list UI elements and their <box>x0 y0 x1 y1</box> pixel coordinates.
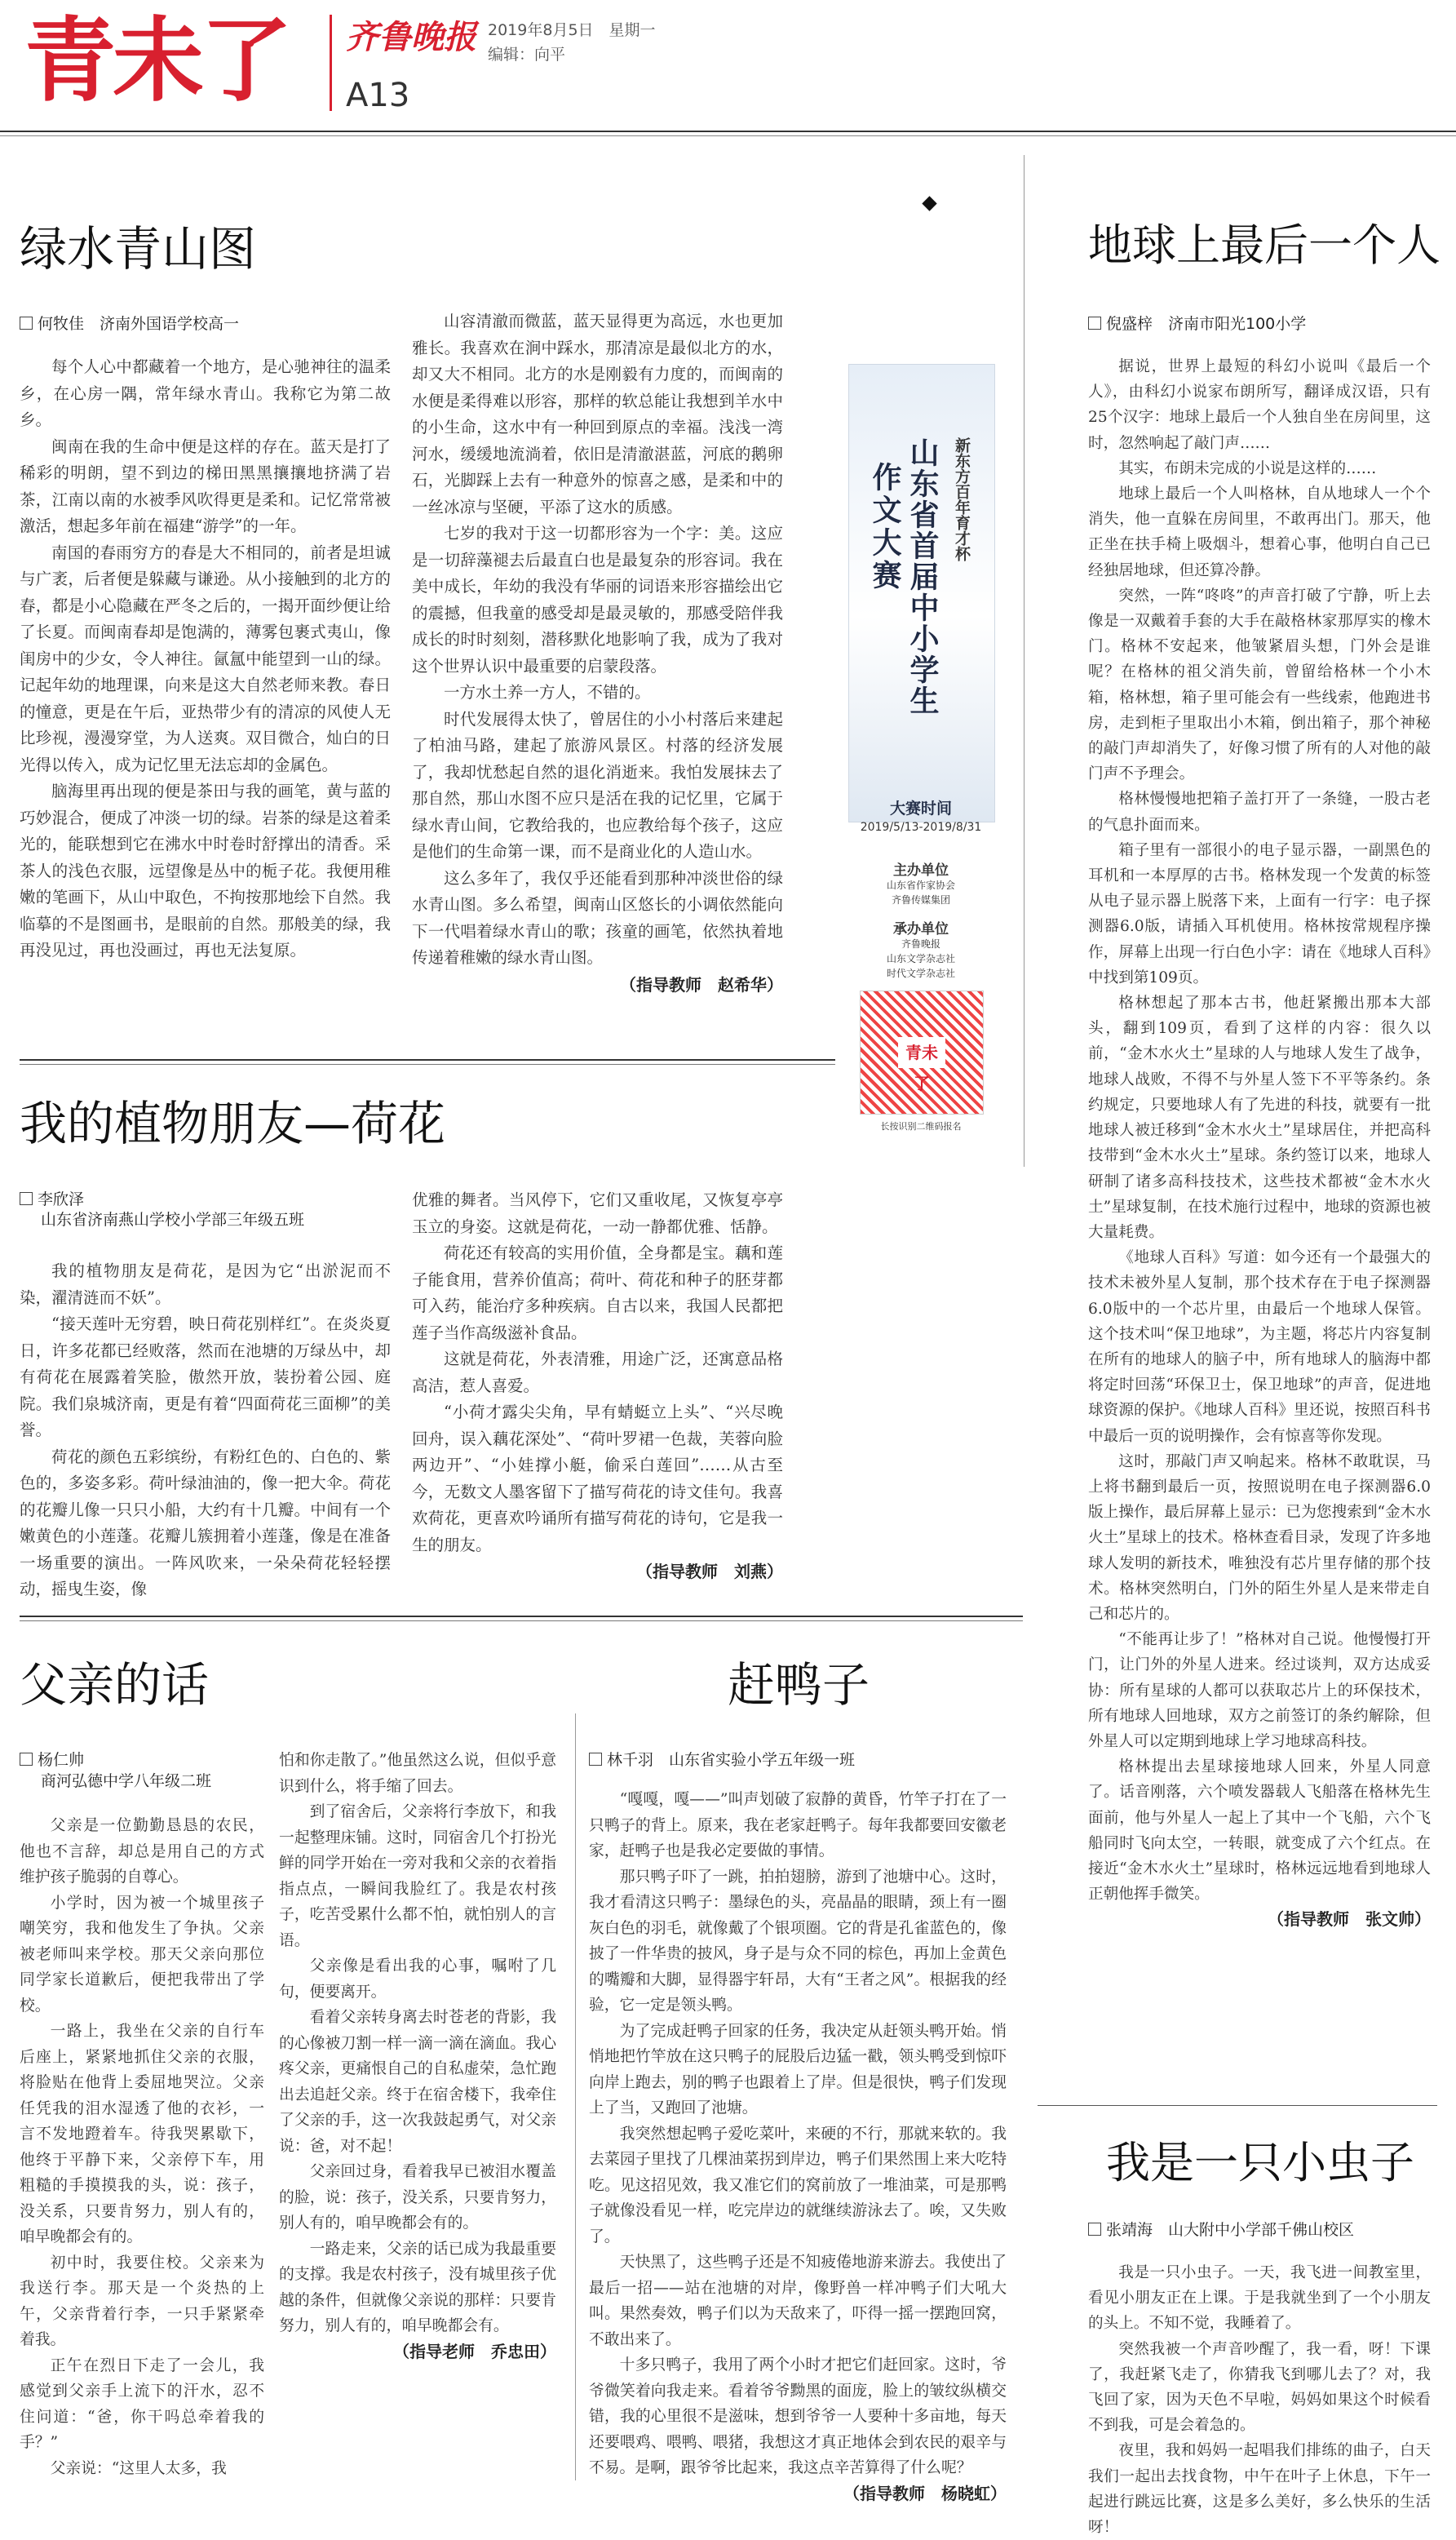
paragraph: 格林想起了那本古书，他赶紧搬出那本大部头，翻到109页，看到了这样的内容：很久以前，“金木水火土”星球的人与地球人发生了战争，地球人战败，不得不与外星人签下不平等条约。条约规定，只要地球人有了先进的科技，就要有一批地球人被迁移到“金木水火土”星球居住，并把高科技带到“金木水火土”星球。条约签订以来，地球人研制了诸多高科技技术，这些技术都被“金木水火土”星球复制，在技术施行过程中，地球的资源也被大量耗费。 <box>1088 995 1431 1241</box>
paragraph: 我是一只小虫子。一天，我飞进一间教室里，看见小朋友正在上课。于是我就坐到了一个小朋友的头上。不知不觉，我睡着了。 <box>1088 2264 1431 2333</box>
ad-title-line1: 山东省首届中小学生 <box>905 437 940 716</box>
paragraph: 小学时，因为被一个城里孩子嘲笑穷，我和他发生了争执。父亲被老师叫来学校。那天父亲向那位同学家长道歉后，便把我带出了学校。 <box>20 1894 264 2015</box>
ad-time: 2019/5/13-2019/8/31 <box>860 821 982 834</box>
paragraph: 南国的春雨穷方的春是大不相同的，前者是坦诚与广袤，后者便是躲藏与谦逊。从小接触到的北方的春，都是小心隐藏在严冬之后的，一揭开面纱便让给了长夏。而闽南春却是饱满的，薄雾包裹式夷山，像闺房中的少女，令人神往。氤氲中能望到一山的绿。记起年幼的地理课，向来是这大自然老师来教。春日的憧意，更是在午后，亚热带少有的清凉的风使人无比珍视，漫漫穿堂，为人送爽。双目微合，灿白的日光得以传入，成为记忆里无法忘却的金属色。 <box>20 543 391 774</box>
article-column <box>1088 354 1431 1933</box>
byline-box-icon <box>20 1753 33 1766</box>
ad-host2: 齐鲁传媒集团 <box>891 894 950 906</box>
article-column <box>412 1187 783 1585</box>
paragraph: “接天莲叶无穷碧，映日荷花别样红”。在炎炎夏日，许多花都已经败落，然而在池塘的万绿丛中，却有荷花在展露着笑脸，傲然开放，装扮着公园、庭院。我们泉城济南，更是有着“四面荷花三面柳”的美誉。 <box>20 1314 391 1439</box>
paragraph: 荷花还有较高的实用价值，全身都是宝。藕和莲子能食用，营养价值高；荷叶、荷花和种子的胚芽都可入药，能治疗多种疾病。自古以来，我国人民都把莲子当作高级滋补食品。 <box>412 1243 783 1342</box>
article-column <box>20 354 391 964</box>
paragraph: 天快黑了，这些鸭子还是不知疲倦地游来游去。我使出了最后一招——站在池塘的对岸，像野兽一样冲鸭子们大吼大叫。果然奏效，鸭子们以为天敌来了，吓得一摇一摆跑回窝，不敢出来了。 <box>589 2254 1007 2348</box>
paragraph: 这时，那敲门声又响起来。格林不敢耽误，马上将书翻到最后一页，按照说明在电子探测器6.0版上操作，最后屏幕上显示：已为您搜索到“金木水火土”星球上的技术。格林查看目录，发现了许多地球人发明的新技术，唯独没有芯片里存储的那个技术。格林突然明白，门外的陌生外星人是来带走自己和芯片的。 <box>1088 1452 1431 1623</box>
paragraph: 正午在烈日下走了一会儿，我感觉到父亲手上流下的汗水，忍不住问道：“爸，你干吗总牵着我的手？” <box>20 2356 264 2451</box>
editor-credit: 编辑：向平 <box>488 46 566 64</box>
paragraph: 这就是荷花，外表清雅，用途广泛，还寓意品格高洁，惹人喜爱。 <box>412 1350 783 1395</box>
article-byline: 倪盛梓 济南市阳光100小学 <box>1088 312 1306 334</box>
paragraph: 荷花的颜色五彩缤纷，有粉红色的、白色的、紫色的，多姿多彩。荷叶绿油油的，像一把大伞。荷花的花瓣儿像一只只小船，大约有十几瓣。中间有一个嫩黄色的小莲蓬。花瓣儿簇拥着小莲蓬，像是在准备一场重要的演出。一阵风吹来，一朵朵荷花轻轻摆动，摇曳生姿，像 <box>20 1447 391 1598</box>
diamond-ornament-icon <box>922 196 936 211</box>
issue-date: 2019年8月5日 星期一 <box>488 21 656 39</box>
newspaper-name: 齐鲁晚报 <box>346 18 476 56</box>
article-title: 绿水青山图 <box>20 221 257 277</box>
paragraph: 一路上，我坐在父亲的自行车后座上，紧紧地抓住父亲的衣服，将脸贴在他背上委屈地哭泣。父亲任凭我的泪水湿透了他的衣衫，一言不发地蹬着车。待我哭累歇下，他终于平静下来，父亲停下车，用粗糙的手摸摸我的头，说：孩子，没关系，只要肯努力，别人有的，咱早晚都会有的。 <box>20 2023 264 2245</box>
ad-host1: 山东省作家协会 <box>886 880 955 891</box>
teacher-credit: （指导教师 张文帅） <box>1268 1909 1431 1930</box>
article-school: 商河弘德中学八年级二班 <box>41 1772 212 1790</box>
article-title: 地球上最后一个人 <box>1088 219 1441 271</box>
section-divider <box>20 1059 835 1065</box>
section-divider <box>1038 2105 1437 2106</box>
article-byline: 林千羽 山东省实验小学五年级一班 <box>589 1748 855 1770</box>
article-title: 父亲的话 <box>20 1657 210 1713</box>
article-column <box>279 1748 556 2365</box>
byline-box-icon <box>20 1192 33 1205</box>
paragraph: 其实，布朗未完成的小说是这样的…… <box>1118 459 1377 477</box>
header-rule-thin <box>0 135 1456 136</box>
paragraph: 十多只鸭子，我用了两个小时才把它们赶回家。这时，爷爷微笑着向我走来。看着爷爷黝黑的面庞，脸上的皱纹纵横交错，我的心里很不是滋味，想到爷爷一人要种十多亩地，每天还要喂鸡、喂鸭、喂猪，我想这才真正地体会到农民的艰辛与不易。是啊，跟爷爷比起来，我这点辛苦算得了什么呢？ <box>589 2356 1007 2476</box>
paragraph: 父亲像是看出我的心事，嘱咐了几句，便要离开。 <box>279 1957 556 2001</box>
teacher-credit: （指导老师 乔忠田） <box>393 2341 556 2361</box>
article-column <box>412 308 783 998</box>
article-title: 我是一只小虫子 <box>1106 2137 1414 2188</box>
article-title: 赶鸭子 <box>728 1657 870 1713</box>
column-separator <box>1024 155 1025 1167</box>
paragraph: 这么多年了，我仅乎还能看到那种冲淡世俗的绿水青山图。多么希望，闽南山区悠长的小调依然能向下一代唱着绿水青山的歌；孩童的画笔，依然执着地传递着稚嫩的绿水青山图。 <box>412 868 783 967</box>
ad-org3: 时代文学杂志社 <box>886 968 955 979</box>
teacher-credit: （指导教师 刘燕） <box>636 1562 783 1581</box>
paragraph: 优雅的舞者。当风停下，它们又重收尾，又恢复亭亭玉立的身姿。这就是荷花，一动一静都优雅、恬静。 <box>412 1190 783 1236</box>
article-title: 我的植物朋友—荷花 <box>20 1096 446 1151</box>
page-masthead-title: 青未了 <box>24 8 289 114</box>
section-divider <box>20 1616 1023 1621</box>
paragraph: 为了完成赶鸭子回家的任务，我决定从赶领头鸭开始。悄悄地把竹竿放在这只鸭子的屁股后边猛一戳，领头鸭受到惊吓向岸上跑去，别的鸭子也跟着上了岸。但是很快，鸭子们发现上了当，又跑回了池塘。 <box>589 2022 1007 2117</box>
paragraph: 我的植物朋友是荷花，是因为它“出淤泥而不染，濯清涟而不妖”。 <box>20 1261 391 1307</box>
paragraph: 一方水土养一方人，不错的。 <box>444 683 651 702</box>
ad-host-label: 主办单位 <box>893 862 949 879</box>
paragraph: 到了宿舍后，父亲将行李放下，和我一起整理床铺。这时，同宿舍几个打扮光鲜的同学开始在一旁对我和父亲的衣着指指点点，一瞬间我脸红了。我是农村孩子，吃苦受累什么都不怕，就怕别人的言语。 <box>279 1803 556 1949</box>
ad-org1: 齐鲁晚报 <box>901 938 940 950</box>
article-byline: 李欣泽 <box>20 1187 84 1209</box>
article-column <box>589 1787 1007 2507</box>
byline-box-icon <box>1088 317 1101 330</box>
ad-organizer-label: 承办单位 <box>893 921 949 938</box>
paragraph: “不能再让步了！”格林对自己说。他慢慢打开门，让门外的外星人进来。经过谈判，双方达成妥协：所有星球的人都可以获取芯片上的环保技术，所有地球人回地球，双方之前签订的条约解除，但外星人可以定期到地球上学习地球高科技。 <box>1088 1631 1431 1750</box>
paragraph: 突然，一阵“咚咚”的声音打破了宁静，听上去像是一双戴着手套的大手在敲格林家那厚实的橡木门。格林不安起来，他皱紧眉头想，门外会是谁呢？在格林的祖父消失前，曾留给格林一个小木箱，格林想，箱子里可能会有一些线索，他跑进书房，走到柜子里取出小木箱，倒出箱子，那个神秘的敲门声却消失了，好像习惯了所有的人对他的敲门声不予理会。 <box>1088 587 1431 783</box>
column-separator <box>575 1713 576 2480</box>
paragraph: “嘎嘎，嘎——”叫声划破了寂静的黄昏，竹竿子打在了一只鸭子的背上。原来，我在老家赶鸭子。每年我都要回安徽老家，赶鸭子也是我必定要做的事情。 <box>589 1791 1007 1860</box>
paragraph: 箱子里有一部很小的电子显示器，一副黑色的耳机和一本厚厚的古书。格林发现一个发黄的标签从电子显示器上脱落下来，上面有一行字：电子探测器6.0版，请插入耳机使用。格林按常规程序操作，屏幕上出现一行白色小字：请在《地球人百科》中找到第109页。 <box>1088 841 1431 986</box>
paragraph: 时代发展得太快了，曾居住的小小村落后来建起了柏油马路，建起了旅游风景区。村落的经济发展了，我却忧愁起自然的退化消逝来。我怕发展抹去了那自然，那山水图不应只是活在我的记忆里，它属于绿水青山间，它教给我的，也应教给每个孩子，这应是他们的生命第一课，而不是商业化的人造山水。 <box>412 709 783 861</box>
paragraph: 地球上最后一个人叫格林，自从地球人一个个消失，他一直躲在房间里，不敢再出门。那天，他正坐在扶手椅上吸烟斗，想着心事，他明白自己已经独居地球，但还算冷静。 <box>1088 485 1431 579</box>
paragraph: 《地球人百科》写道：如今还有一个最强大的技术未被外星人复制，那个技术存在于电子探测器6.0版中的一个芯片里，由最后一个地球人保管。这个技术叫“保卫地球”，为主题，将芯片内容复制在所有的地球人的脑子中，所有地球人的脑海中都将定时回荡“环保卫士，保卫地球”的声音，促进地球资源的保护。《地球人百科》里还说，按照百科书中最后一页的说明操作，会有惊喜等你发现。 <box>1088 1249 1431 1445</box>
article-byline: 张靖海 山大附中小学部千佛山校区 <box>1088 2218 1354 2240</box>
ad-org2: 山东文学杂志社 <box>886 953 955 964</box>
paragraph: 格林慢慢地把箱子盖打开了一条缝，一股古老的气息扑面而来。 <box>1088 791 1431 834</box>
masthead-divider <box>330 15 332 111</box>
qr-code[interactable] <box>860 991 984 1115</box>
paragraph: 初中时，我要住校。父亲来为我送行李。那天是一个炎热的上午，父亲背着行李，一只手紧紧牵着我。 <box>20 2254 264 2348</box>
byline-box-icon <box>20 317 33 330</box>
paragraph: 父亲说：“这里人太多，我 <box>50 2459 227 2477</box>
paragraph: 山容清澈而微蓝，蓝天显得更为高远，水也更加雅长。我喜欢在涧中踩水，那清凉是最似北方的水，却又大不相同。北方的水是刚毅有力度的，而闽南的水便是柔得难以形容，那样的软总能让我想到羊水中的小生命，这水中有一种回到原点的幸福。浅浅一湾河水，缓缓地流淌着，依旧是清澈湛蓝，河底的鹅卵石，光脚踩上去有一种意外的惊喜之感，是柔和中的一丝冰凉与坚硬，平添了这水的质感。 <box>412 312 783 516</box>
byline-box-icon <box>1088 2223 1101 2236</box>
paragraph: “小荷才露尖尖角，早有蜻蜓立上头”、“兴尽晚回舟，误入藕花深处”、“荷叶罗裙一色裁，芙蓉向脸两边开”、“小娃撑小艇，偷采白莲回”……从古至今，无数文人墨客留下了描写荷花的诗文佳句。我喜欢荷花，更喜欢吟诵所有描写荷花的诗句，它是我一生的朋友。 <box>412 1403 783 1554</box>
paragraph: 突然我被一个声音吵醒了，我一看，呀！下课了，我赶紧飞走了，你猜我飞到哪儿去了？对，我飞回了家，因为天色不早啦，妈妈如果这个时候看不到我，可是会着急的。 <box>1088 2340 1431 2435</box>
paragraph: 看着父亲转身离去时苍老的背影，我的心像被刀割一样一滴一滴在滴血。我心疼父亲，更痛恨自己的自私虚荣，急忙跑出去追赶父亲。终于在宿舍楼下，我牵住了父亲的手，这一次我鼓起勇气，对父亲说：爸，对不起！ <box>279 2009 556 2155</box>
article-column <box>1088 2260 1431 2540</box>
paragraph: 七岁的我对于这一切都形容为一个字：美。这应是一切辞藻褪去后最直白也是最复杂的形容词。我在美中成长，年幼的我没有华丽的词语来形容描绘出它的震撼，但我童的感受却是最灵敏的，那感受陪伴我成长的时时刻刻，潜移默化地影响了我，成为了我对这个世界认识中最重要的启蒙段落。 <box>412 524 783 676</box>
paragraph: 据说，世界上最短的科幻小说叫《最后一个人》，由科幻小说家布朗所写，翻译成汉语，只有25个汉字：地球上最后一个人独自坐在房间里，这时，忽然响起了敲门声…… <box>1088 358 1431 452</box>
paragraph: 脑海里再出现的便是茶田与我的画笔，黄与蓝的巧妙混合，便成了冲淡一切的绿。岩茶的绿是这着柔光的，能联想到它在沸水中时卷时舒撑出的清香。采茶人的浅色衣服，远望像是丛中的栀子花。我便用稚嫩的笔画下，从山中取色，不拘按那地绘下自然。我临摹的不是图画书，是眼前的自然。那般美的绿，我再没见过，再也没画过，再也无法复原。 <box>20 782 391 960</box>
paragraph: 夜里，我和妈妈一起唱我们排练的曲子，白天我们一起出去找食物，中午在叶子上休息，下午一起进行跳远比赛，这是多么美好，多么快乐的生活呀！ <box>1088 2442 1431 2537</box>
ad-time-label: 大赛时间 <box>889 800 952 818</box>
ad-title-line2: 作文大赛 <box>868 462 902 592</box>
qr-logo: 青未了 <box>898 1037 945 1068</box>
paragraph: 每个人心中都藏着一个地方，是心驰神往的温柔乡，在心房一隅，常年绿水青山。我称它为第二故乡。 <box>20 357 391 429</box>
teacher-credit: （指导教师 赵希华） <box>620 974 783 995</box>
header-rule <box>0 131 1456 132</box>
article-byline: 杨仁帅 <box>20 1748 84 1770</box>
teacher-credit: （指导教师 杨晓虹） <box>843 2483 1007 2503</box>
byline-box-icon <box>589 1753 602 1766</box>
article-school: 山东省济南燕山学校小学部三年级五班 <box>41 1211 305 1229</box>
paragraph: 我突然想起鸭子爱吃菜叶，来硬的不行，那就来软的。我去菜园子里找了几棵油菜拐到岸边，鸭子们果然围上来大吃特吃。见这招见效，我又准它们的窝前放了一堆油菜，可是那鸭子就像没看见一样，吃完岸边的就继续游泳去了。唉，又失败了。 <box>589 2125 1007 2245</box>
paragraph: 父亲回过身，看着我早已被泪水覆盖的脸，说：孩子，没关系，只要肯努力，别人有的，咱早晚都会有的。 <box>279 2163 556 2232</box>
page-number: A13 <box>346 77 410 114</box>
essay-contest-ad[interactable] <box>848 364 994 1132</box>
paragraph: 怕和你走散了。”他虽然这么说，但似乎意识到什么，将手缩了回去。 <box>279 1752 556 1795</box>
paragraph: 闽南在我的生命中便是这样的存在。蓝天是打了稀彩的明朗，望不到边的梯田黑黑攘攘地挤满了岩茶，江南以南的水被季风吹得更是柔和。记忆常常被激活，想起多年前在福建“游学”的一年。 <box>20 437 391 535</box>
ad-cup-name: 新东方百年育才杯 <box>953 437 971 561</box>
paragraph: 一路走来，父亲的话已成为我最重要的支撑。我是农村孩子，没有城里孩子优越的条件，但就像父亲说的那样：只要肯努力，别人有的，咱早晚都会有。 <box>279 2240 556 2334</box>
paragraph: 格林提出去星球接地球人回来，外星人同意了。话音刚落，六个喷发器载人飞船落在格林先生面前，他与外星人一起上了其中一个飞船，六个飞船同时飞向太空，一转眼，就变成了六个红点。在接近“金木水火土”星球时，格林远远地看到地球人正朝他挥手微笑。 <box>1088 1758 1431 1904</box>
paragraph: 那只鸭子吓了一跳，拍拍翅膀，游到了池塘中心。这时，我才看清这只鸭子：墨绿色的头，亮晶晶的眼睛，颈上有一圈灰白色的羽毛，就像戴了个银项圈。它的背是孔雀蓝色的，像披了一件华贵的披风，身子是与众不同的棕色，再加上金黄色的嘴瓣和大脚，显得器宇轩昂，大有“王者之风”。根据我的经验，它一定是领头鸭。 <box>589 1868 1007 2014</box>
article-byline: 何牧佳 济南外国语学校高一 <box>20 312 239 334</box>
article-column <box>20 1813 264 2481</box>
paragraph: 父亲是一位勤勤恳恳的农民，他也不言辞，却总是用自己的方式维护孩子脆弱的自尊心。 <box>20 1817 264 1886</box>
ad-scan-hint: 长按识别二维码报名 <box>880 1121 962 1132</box>
article-column <box>20 1258 391 1603</box>
